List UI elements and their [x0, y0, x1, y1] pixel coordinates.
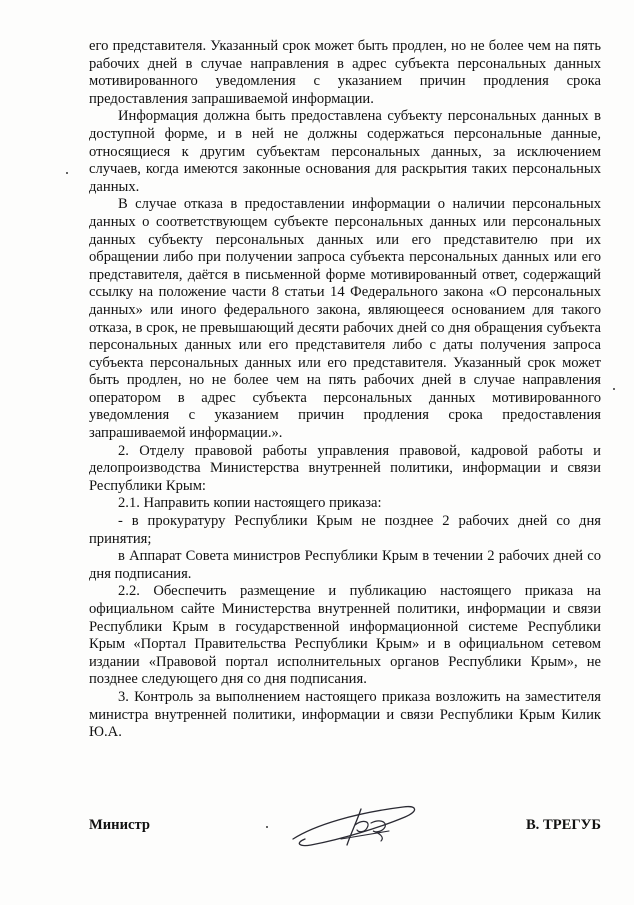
paragraph-6: - в прокуратуру Республики Крым не позднее 2 рабочих дней со дня принятия;	[89, 513, 601, 547]
paragraph-8: 2.2. Обеспечить размещение и публикацию настоящего приказа на официальном сайте Министерства внутренней политики, информации и связи Республики Крым в государственной информационной системе Республики Крым «Портал Правительства Республики Крым» и в официальном сетевом издании «Правовой портал исполнительных органов Республики Крым», не позднее следующего дня со дня подписания.	[89, 583, 601, 688]
speck-mark	[66, 172, 68, 174]
handwritten-signature-icon	[285, 795, 425, 855]
speck-mark	[613, 388, 615, 390]
paragraph-3: В случае отказа в предоставлении информации о наличии персональных данных о соответствующем субъекте персональных данных или персональных данных субъекту персональных данных или его представителю при их обращении либо при получении запроса субъекта персональных данных или его представителя, даётся в письменной форме мотивированный ответ, содержащий ссылку на положение части 8 статьи 14 Федерального закона «О персональных данных» или иного федерального закона, являющееся основанием для такого отказа, в срок, не превышающий десяти рабочих дней со дня обращения субъекта персональных данных или его представителя либо с даты получения запроса субъекта персональных данных или его представителя. Указанный срок может быть продлен, но не более чем на пять рабочих дней в случае направления оператором в адрес субъекта персональных данных мотивированного уведомления с указанием причин продления срока предоставления запрашиваемой информации.».	[89, 196, 601, 442]
paragraph-5: 2.1. Направить копии настоящего приказа:	[118, 495, 382, 512]
signatory-name: В. ТРЕГУБ	[525, 817, 601, 833]
speck-mark	[266, 826, 268, 828]
paragraph-1: его представителя. Указанный срок может быть продлен, но не более чем на пять рабочих дней в случае направления в адрес субъекта персональных данных мотивированного уведомления с указанием причин продления срока предоставления запрашиваемой информации.	[89, 38, 601, 107]
document-body	[89, 38, 601, 742]
paragraph-7: в Аппарат Совета министров Республики Крым в течении 2 рабочих дней со дня подписания.	[89, 548, 601, 582]
signatory-role: Министр	[89, 817, 150, 833]
paragraph-9: 3. Контроль за выполнением настоящего приказа возложить на заместителя министра внутренней политики, информации и связи Республики Крым Килик Ю.А.	[89, 688, 601, 741]
paragraph-4: 2. Отделу правовой работы управления правовой, кадровой работы и делопроизводства Министерства внутренней политики, информации и связи Республики Крым:	[89, 442, 601, 494]
paragraph-2: Информация должна быть предоставлена субъекту персональных данных в доступной форме, и в ней не должны содержаться персональные данные, относящиеся к другим субъектам персональных данных, за исключением случаев, когда имеются законные основания для раскрытия таких персональных данных.	[89, 108, 601, 195]
